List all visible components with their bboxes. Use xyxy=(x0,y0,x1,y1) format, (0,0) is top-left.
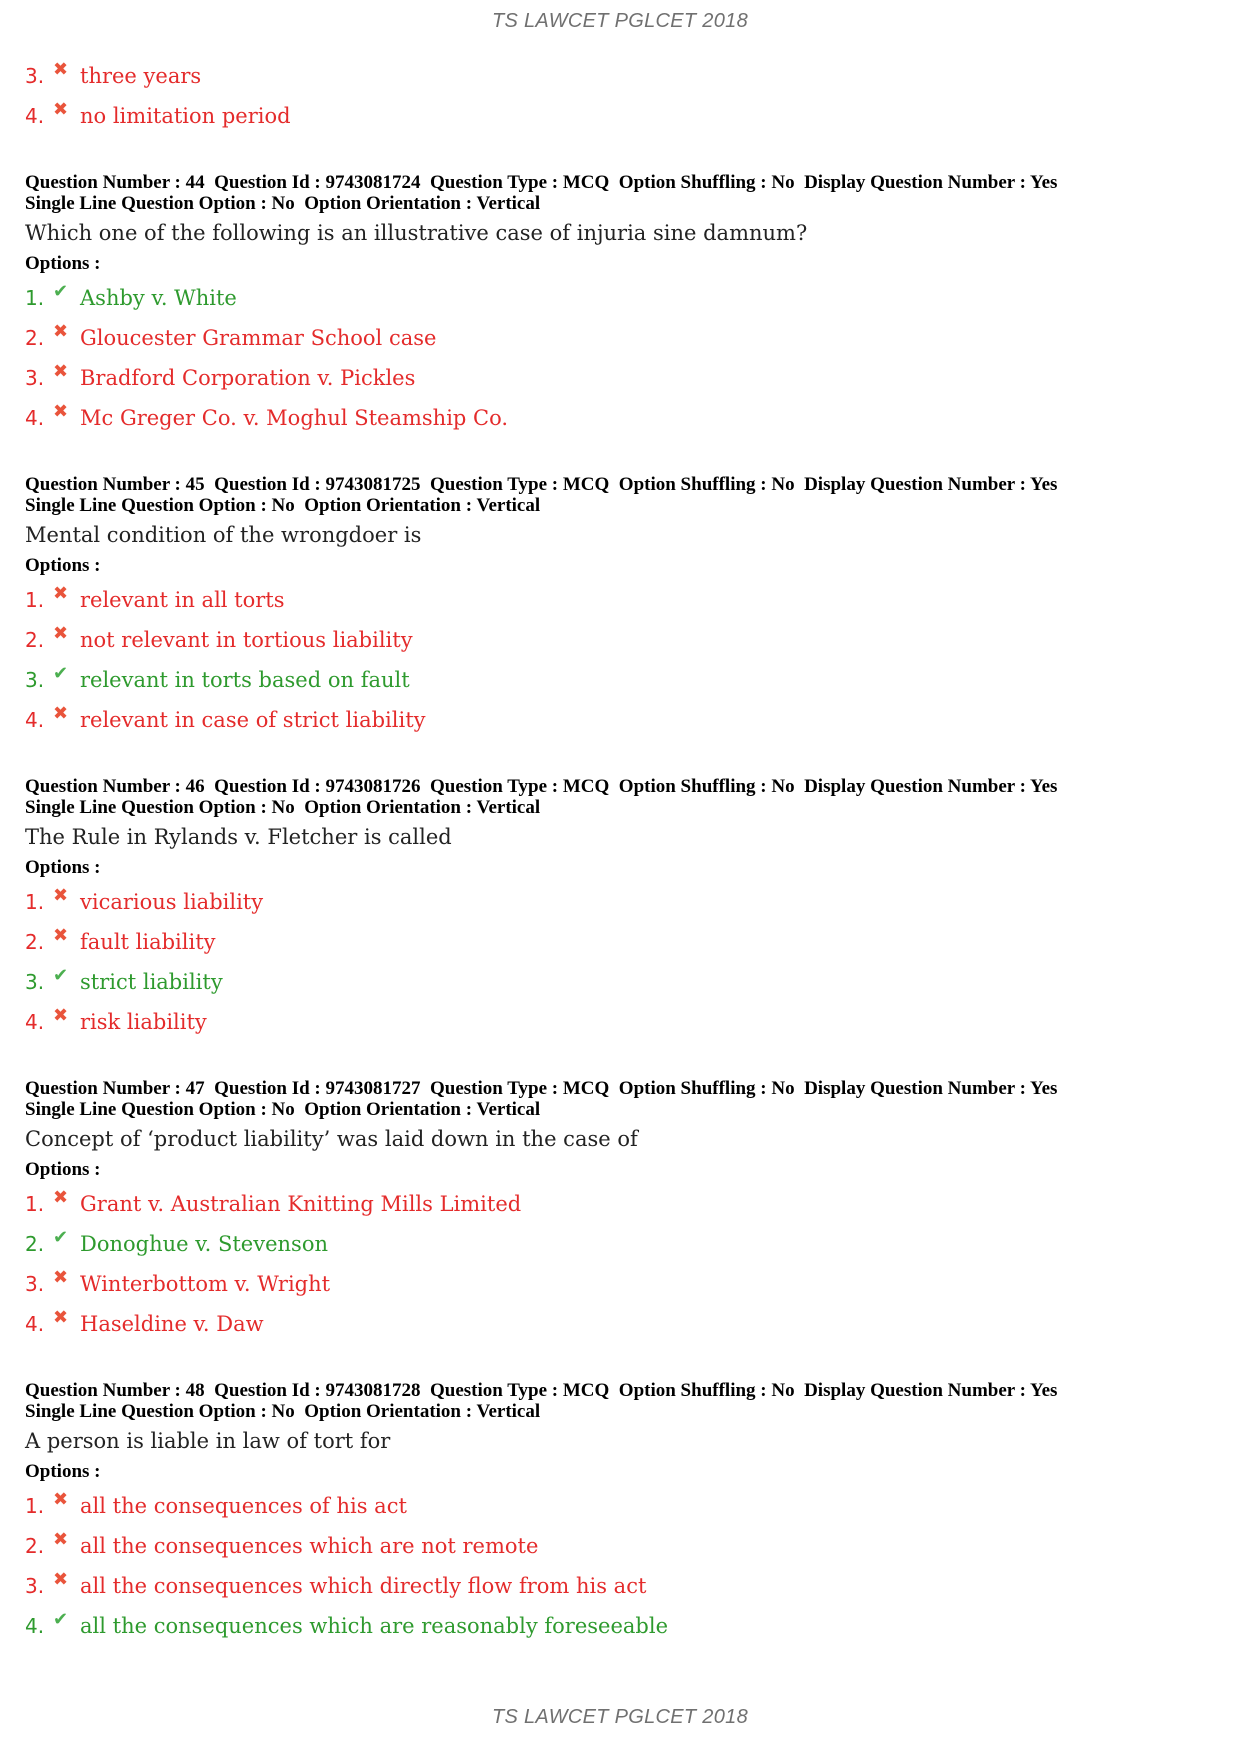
leading-options xyxy=(25,56,1215,136)
option-row xyxy=(25,1486,1215,1526)
cross-mark-icon: ✖ xyxy=(53,58,69,80)
options-label: Options : xyxy=(25,1461,101,1482)
cross-mark-icon: ✖ xyxy=(53,1266,69,1288)
question-block xyxy=(25,172,1215,438)
option-text: fault liability xyxy=(80,930,216,954)
option-text: all the consequences which are reasonably foreseeable xyxy=(80,1614,668,1638)
option-row xyxy=(25,700,1215,740)
option-text: risk liability xyxy=(80,1010,207,1034)
option-row xyxy=(25,1566,1215,1606)
option-number: 4. xyxy=(25,104,45,128)
cross-mark-icon: ✖ xyxy=(53,1306,69,1328)
option-number: 3. xyxy=(25,1574,45,1598)
option-number: 2. xyxy=(25,1232,45,1256)
option-number: 3. xyxy=(25,366,45,390)
options-label: Options : xyxy=(25,555,101,576)
option-number: 3. xyxy=(25,970,45,994)
question-meta-line2: Single Line Question Option : No Option Orientation : Vertical xyxy=(25,1099,541,1120)
option-row xyxy=(25,318,1215,358)
option-text: Haseldine v. Daw xyxy=(80,1312,264,1336)
question-block xyxy=(25,1380,1215,1646)
option-number: 4. xyxy=(25,1010,45,1034)
option-number: 1. xyxy=(25,1192,45,1216)
option-number: 4. xyxy=(25,708,45,732)
question-meta-line1: Question Number : 47 Question Id : 9743081727 Question Type : MCQ Option Shuffling : No Display Question Number : Yes xyxy=(25,1078,1058,1099)
option-row xyxy=(25,1606,1215,1646)
question-text: Mental condition of the wrongdoer is xyxy=(25,523,422,547)
check-mark-icon: ✔ xyxy=(53,1608,69,1630)
question-text: The Rule in Rylands v. Fletcher is called xyxy=(25,825,452,849)
option-text: Mc Greger Co. v. Moghul Steamship Co. xyxy=(80,406,509,430)
question-meta-line1: Question Number : 46 Question Id : 9743081726 Question Type : MCQ Option Shuffling : No Display Question Number : Yes xyxy=(25,776,1058,797)
option-number: 3. xyxy=(25,668,45,692)
question-meta-line1: Question Number : 48 Question Id : 9743081728 Question Type : MCQ Option Shuffling : No Display Question Number : Yes xyxy=(25,1380,1058,1401)
check-mark-icon: ✔ xyxy=(53,964,69,986)
option-text: all the consequences of his act xyxy=(80,1494,407,1518)
option-text: three years xyxy=(80,64,202,88)
cross-mark-icon: ✖ xyxy=(53,1528,69,1550)
question-block xyxy=(25,776,1215,1042)
option-row xyxy=(25,1224,1215,1264)
option-row xyxy=(25,882,1215,922)
check-mark-icon: ✔ xyxy=(53,280,69,302)
cross-mark-icon: ✖ xyxy=(53,1488,69,1510)
option-row xyxy=(25,1264,1215,1304)
option-text: strict liability xyxy=(80,970,223,994)
check-mark-icon: ✔ xyxy=(53,1226,69,1248)
option-text: Grant v. Australian Knitting Mills Limited xyxy=(80,1192,522,1216)
option-row xyxy=(25,96,1215,136)
cross-mark-icon: ✖ xyxy=(53,582,69,604)
option-row xyxy=(25,580,1215,620)
option-text: all the consequences which are not remote xyxy=(80,1534,539,1558)
option-number: 3. xyxy=(25,1272,45,1296)
cross-mark-icon: ✖ xyxy=(53,702,69,724)
option-row xyxy=(25,1184,1215,1224)
option-text: relevant in torts based on fault xyxy=(80,668,410,692)
options-label: Options : xyxy=(25,1159,101,1180)
page-header: TS LAWCET PGLCET 2018 xyxy=(491,10,749,32)
option-number: 1. xyxy=(25,1494,45,1518)
question-block xyxy=(25,1078,1215,1344)
question-meta-line2: Single Line Question Option : No Option Orientation : Vertical xyxy=(25,1401,541,1422)
option-row xyxy=(25,962,1215,1002)
question-meta-line2: Single Line Question Option : No Option Orientation : Vertical xyxy=(25,193,541,214)
option-row xyxy=(25,1304,1215,1344)
option-number: 4. xyxy=(25,1614,45,1638)
question-meta-line2: Single Line Question Option : No Option Orientation : Vertical xyxy=(25,495,541,516)
option-text: Donoghue v. Stevenson xyxy=(80,1232,328,1256)
option-row xyxy=(25,358,1215,398)
option-number: 2. xyxy=(25,326,45,350)
page-footer: TS LAWCET PGLCET 2018 xyxy=(491,1706,749,1728)
options-label: Options : xyxy=(25,253,101,274)
question-meta-line1: Question Number : 45 Question Id : 9743081725 Question Type : MCQ Option Shuffling : No Display Question Number : Yes xyxy=(25,474,1058,495)
option-text: not relevant in tortious liability xyxy=(80,628,413,652)
option-row xyxy=(25,620,1215,660)
check-mark-icon: ✔ xyxy=(53,662,69,684)
option-text: no limitation period xyxy=(80,104,291,128)
option-text: Gloucester Grammar School case xyxy=(80,326,437,350)
cross-mark-icon: ✖ xyxy=(53,622,69,644)
option-text: Bradford Corporation v. Pickles xyxy=(80,366,416,390)
question-text: Concept of ‘product liability’ was laid down in the case of xyxy=(25,1127,638,1151)
option-text: relevant in case of strict liability xyxy=(80,708,426,732)
option-row xyxy=(25,56,1215,96)
cross-mark-icon: ✖ xyxy=(53,360,69,382)
option-row xyxy=(25,660,1215,700)
cross-mark-icon: ✖ xyxy=(53,98,69,120)
option-row xyxy=(25,278,1215,318)
cross-mark-icon: ✖ xyxy=(53,1568,69,1590)
cross-mark-icon: ✖ xyxy=(53,1004,69,1026)
question-text: Which one of the following is an illustrative case of injuria sine damnum? xyxy=(25,221,808,245)
cross-mark-icon: ✖ xyxy=(53,400,69,422)
cross-mark-icon: ✖ xyxy=(53,1186,69,1208)
option-number: 1. xyxy=(25,286,45,310)
option-text: relevant in all torts xyxy=(80,588,285,612)
option-number: 4. xyxy=(25,1312,45,1336)
option-number: 1. xyxy=(25,890,45,914)
option-number: 2. xyxy=(25,1534,45,1558)
option-row xyxy=(25,1526,1215,1566)
question-text: A person is liable in law of tort for xyxy=(25,1429,391,1453)
option-number: 4. xyxy=(25,406,45,430)
option-text: Winterbottom v. Wright xyxy=(80,1272,331,1296)
option-row xyxy=(25,1002,1215,1042)
option-number: 2. xyxy=(25,628,45,652)
question-meta-line1: Question Number : 44 Question Id : 9743081724 Question Type : MCQ Option Shuffling : No Display Question Number : Yes xyxy=(25,172,1058,193)
option-text: all the consequences which directly flow from his act xyxy=(80,1574,647,1598)
option-number: 1. xyxy=(25,588,45,612)
option-text: vicarious liability xyxy=(80,890,264,914)
option-number: 2. xyxy=(25,930,45,954)
options-label: Options : xyxy=(25,857,101,878)
cross-mark-icon: ✖ xyxy=(53,320,69,342)
option-row xyxy=(25,398,1215,438)
option-number: 3. xyxy=(25,64,45,88)
question-meta-line2: Single Line Question Option : No Option Orientation : Vertical xyxy=(25,797,541,818)
cross-mark-icon: ✖ xyxy=(53,884,69,906)
question-list xyxy=(25,136,1215,1646)
cross-mark-icon: ✖ xyxy=(53,924,69,946)
question-content xyxy=(25,56,1215,1646)
option-text: Ashby v. White xyxy=(80,286,237,310)
option-row xyxy=(25,922,1215,962)
question-block xyxy=(25,474,1215,740)
